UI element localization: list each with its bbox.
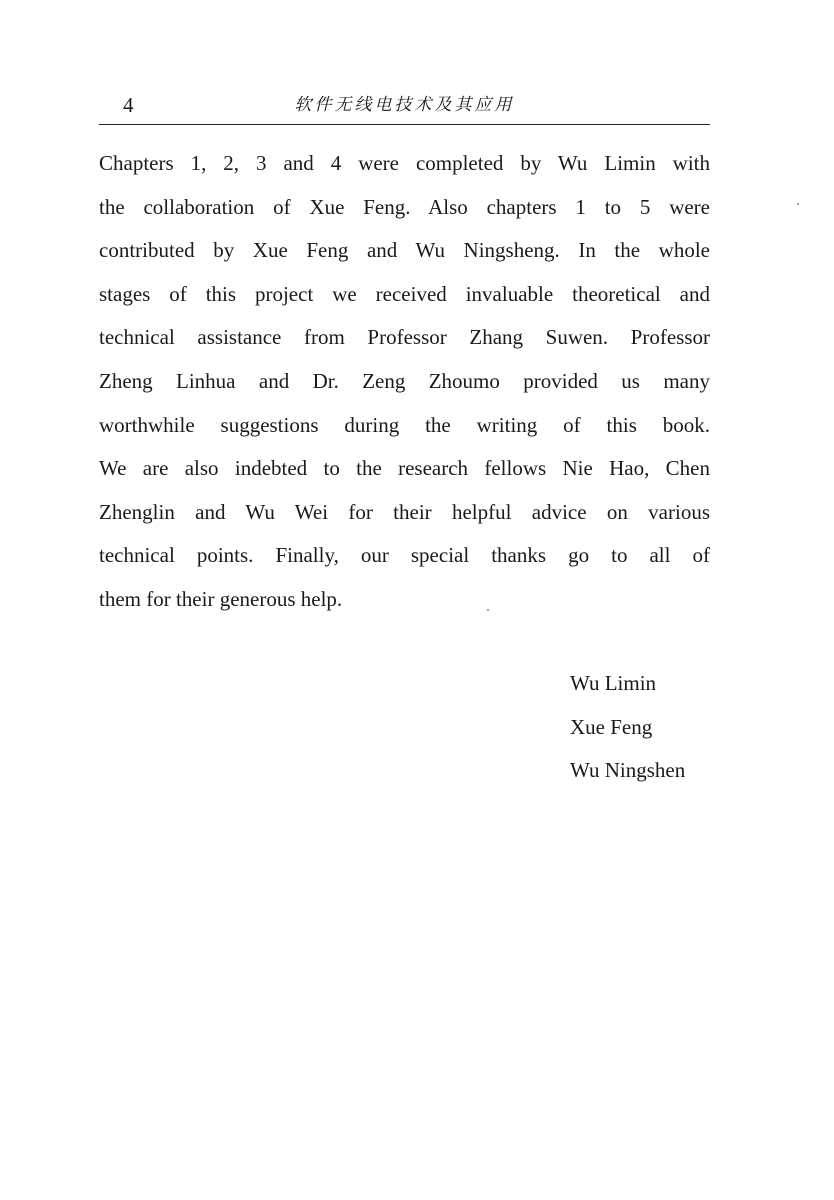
signature-name: Wu Limin	[570, 671, 657, 695]
paragraph-line: contributed by Xue Feng and Wu Ningsheng. In the whole	[99, 238, 710, 263]
signature-name: Xue Feng	[570, 714, 653, 739]
page-number: 4	[123, 93, 134, 117]
scan-speck	[797, 203, 799, 205]
body-paragraph	[99, 142, 710, 622]
paragraph-line: Chapters 1, 2, 3 and 4 were completed by Wu Limin with	[99, 151, 710, 175]
paragraph-line: worthwhile suggestions during the writing of this book.	[99, 412, 710, 437]
signature-block	[570, 662, 730, 793]
paragraph-line: We are also indebted to the research fellows Nie Hao, Chen	[99, 456, 710, 481]
paragraph-line: technical assistance from Professor Zhang Suwen. Professor	[99, 325, 710, 350]
signature-name: Wu Ningshen	[570, 758, 686, 783]
header-rule	[99, 124, 710, 125]
paragraph-line: technical points. Finally, our special thanks go to all of	[99, 543, 710, 568]
running-title: 软件无线电技术及其应用	[294, 95, 515, 115]
paragraph-line: Zheng Linhua and Dr. Zeng Zhoumo provided us many	[99, 368, 710, 393]
paragraph-line: them for their generous help.	[99, 586, 343, 611]
page-header	[99, 92, 710, 124]
paragraph-line: Zhenglin and Wu Wei for their helpful advice on various	[99, 499, 710, 524]
paragraph-line: stages of this project we received invaluable theoretical and	[99, 281, 710, 306]
paragraph-line: the collaboration of Xue Feng. Also chapters 1 to 5 were	[99, 194, 710, 219]
scan-speck	[487, 609, 489, 611]
